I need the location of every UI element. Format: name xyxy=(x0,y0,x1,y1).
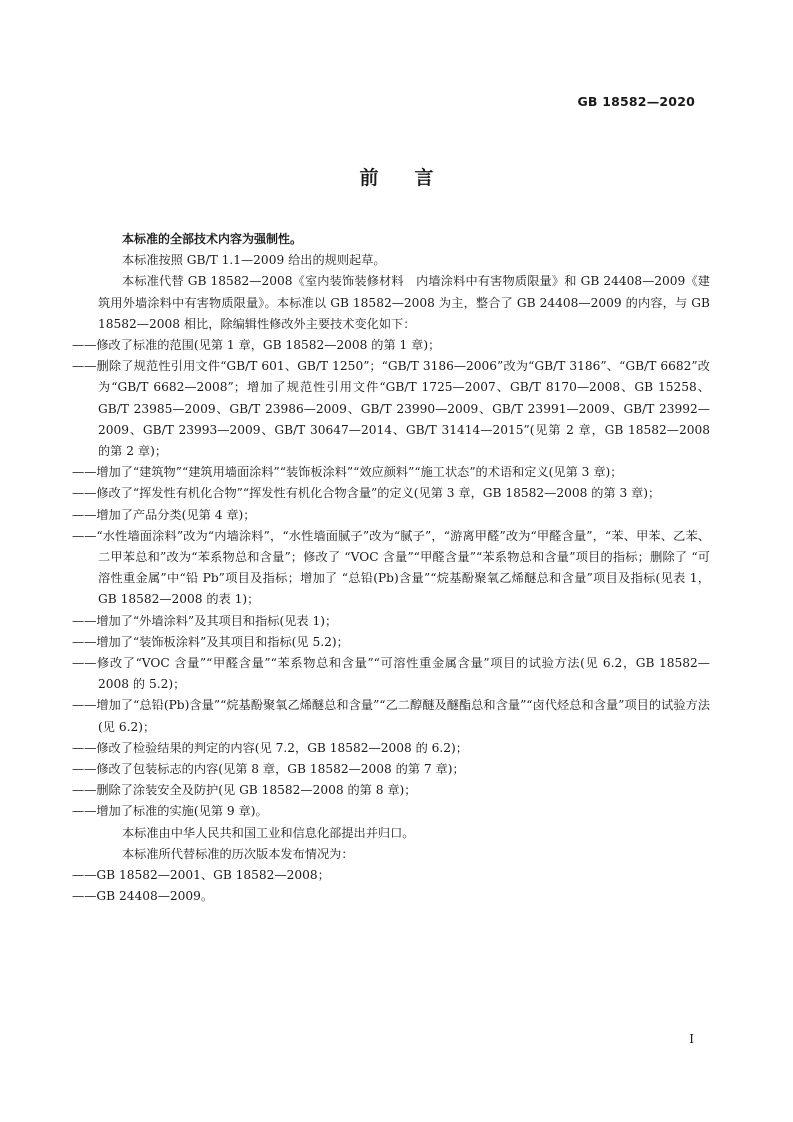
history-intro-paragraph: 本标准所代替标准的历次版本发布情况为： xyxy=(122,846,354,861)
history-item: ——GB 18582—2001、GB 18582—2008； xyxy=(72,868,330,883)
change-item: ——修改了“VOC 含量”“甲醛含量”“苯系物总和含量”“可溶性重金属含量”项目的试验方法(见 6.2，GB 18582—2008 的 5.2)； xyxy=(72,656,710,692)
change-item: ——修改了标准的范围(见第 1 章，GB 18582—2008 的第 1 章)； xyxy=(72,338,441,353)
proposer-paragraph: 本标准由中华人民共和国工业和信息化部提出并归口。 xyxy=(122,825,415,840)
page-number: I xyxy=(689,1032,694,1046)
history-item: ——GB 24408—2009。 xyxy=(72,889,214,904)
change-item: ——修改了“挥发性有机化合物”“挥发性有机化合物含量”的定义(见第 3 章，GB 18582—2008 的第 3 章)； xyxy=(72,486,661,501)
change-item: ——增加了产品分类(见第 4 章)； xyxy=(72,507,256,522)
replacement-paragraph: 本标准代替 GB 18582—2008《室内装饰装修材料 内墙涂料中有害物质限量》和 GB 24408—2009《建筑用外墙涂料中有害物质限量》。本标准以 GB 18582—2008 为主，整合了 GB 24408—2009 的内容，与 GB 18582—2008 相比，除编辑性修改外主要技术变化如下： xyxy=(98,274,710,331)
change-item: ——增加了“外墙涂料”及其项目和指标(见表 1)； xyxy=(72,613,338,628)
change-item: ——修改了包装标志的内容(见第 8 章，GB 18582—2008 的第 7 章)； xyxy=(72,762,465,777)
change-item: ——删除了涂装安全及防护(见 GB 18582—2008 的第 8 章)； xyxy=(72,783,417,798)
change-item: ——增加了“建筑物”“建筑用墙面涂料”“装饰板涂料”“效应颜料”“施工状态”的术语和定义(见第 3 章)； xyxy=(72,465,623,480)
standard-code-header: GB 18582—2020 xyxy=(577,94,695,109)
drafting-rule-paragraph: 本标准按照 GB/T 1.1—2009 给出的规则起草。 xyxy=(122,253,386,268)
document-body xyxy=(72,229,710,908)
change-item: ——增加了“总铅(Pb)含量”“烷基酚聚氧乙烯醚总和含量”“乙二醇醚及醚酯总和含量”“卤代烃总和含量”项目的试验方法(见 6.2)； xyxy=(72,698,710,734)
change-item: ——删除了规范性引用文件“GB/T 601、GB/T 1250”；“GB/T 3186—2006”改为“GB/T 3186”、“GB/T 6682”改为“GB/T 6682—2008”；增加了规范性引用文件“GB/T 1725—2007、GB/T 8170—2008、GB 15258、GB/T 23985—2009、GB/T 23986—2009、GB/T 23990—2009、GB/T 23991—2009、GB/T 23992—2009、GB/T 23993—2009、GB/T 30647—2014、GB/T 31414—2015”(见第 2 章，GB 18582—2008 的第 2 章)； xyxy=(72,359,710,459)
change-item: ——增加了标准的实施(见第 9 章)。 xyxy=(72,804,268,819)
page-title: 前言 xyxy=(359,167,470,189)
change-item: ——“水性墙面涂料”改为“内墙涂料”，“水性墙面腻子”改为“腻子”，“游离甲醛”改为“甲醛含量”，“苯、甲苯、乙苯、二甲苯总和”改为“苯系物总和含量”；修改了 “VOC 含量”“甲醛含量”“苯系物总和含量”项目的指标；删除了 “可溶性重金属”中“铅 Pb”项目及指标；增加了 “总铅(Pb)含量”“烷基酚聚氧乙烯醚总和含量”项目及指标(见表 1，GB 18582—2008 的表 1)； xyxy=(72,528,710,607)
change-item: ——增加了“装饰板涂料”及其项目和指标(见 5.2)； xyxy=(72,634,349,649)
mandatory-statement: 本标准的全部技术内容为强制性。 xyxy=(122,232,303,246)
change-item: ——修改了检验结果的判定的内容(见 7.2，GB 18582—2008 的 6.2)； xyxy=(72,740,468,755)
